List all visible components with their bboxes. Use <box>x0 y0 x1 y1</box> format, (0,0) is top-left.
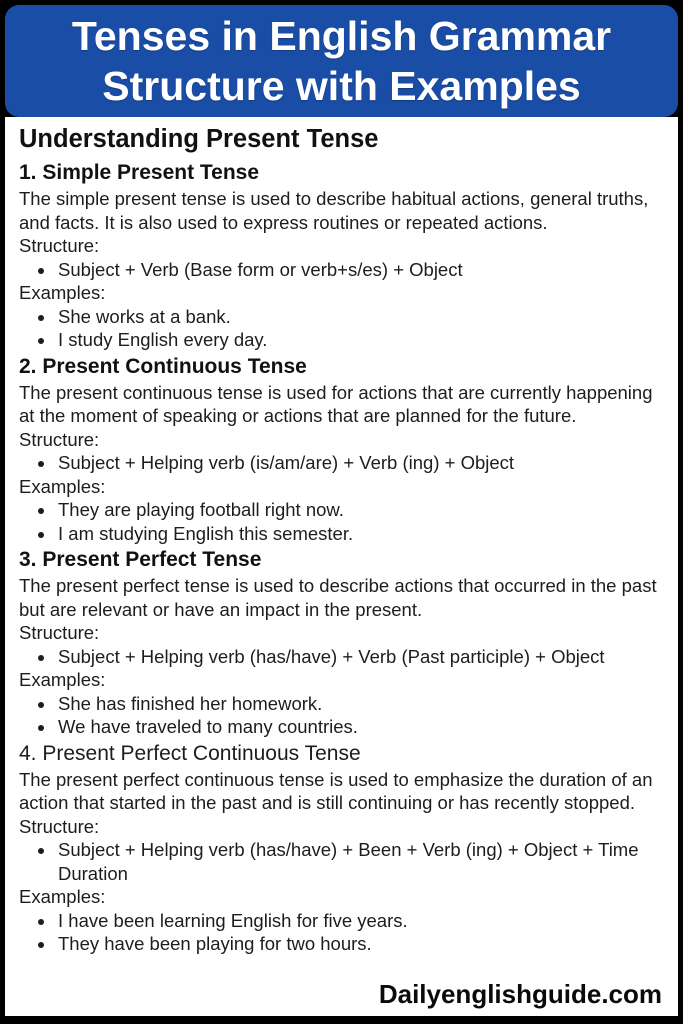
example-item: • I am studying English this semester. <box>56 522 666 546</box>
structure-label: Structure: <box>19 428 100 450</box>
site-credit: Dailyenglishguide.com <box>378 979 662 1009</box>
section-heading: 4. Present Perfect Continuous Tense <box>19 741 361 765</box>
example-item: • She has finished her homework. <box>56 692 666 716</box>
example-item: • I study English every day. <box>56 328 666 352</box>
structure-item: • Subject + Verb (Base form or verb+s/es) + Object <box>56 258 666 282</box>
structure-label: Structure: <box>19 235 100 256</box>
structure-item: • Subject + Helping verb (has/have) + Been + Verb (ing) + Object + Time Duration <box>56 838 666 885</box>
example-item: • She works at a bank. <box>56 305 666 329</box>
structure-list <box>19 451 666 475</box>
section-present-perfect-continuous <box>19 739 666 956</box>
example-item: • We have traveled to many countries. <box>56 715 666 739</box>
banner-title-line1: Tenses in English Grammar <box>71 13 612 59</box>
structure-item: • Subject + Helping verb (is/am/are) + Verb (ing) + Object <box>56 451 666 475</box>
examples-label: Examples: <box>19 475 106 497</box>
section-heading: 3. Present Perfect Tense <box>19 548 262 571</box>
section-simple-present <box>19 158 666 352</box>
section-heading: 1. Simple Present Tense <box>19 161 260 184</box>
section-present-perfect <box>19 545 666 739</box>
banner-title-line2: Structure with Examples <box>102 63 581 109</box>
section-heading: 2. Present Continuous Tense <box>19 354 307 378</box>
example-item: • I have been learning English for five years. <box>56 909 666 933</box>
examples-label: Examples: <box>19 669 106 690</box>
example-item: • They have been playing for two hours. <box>56 932 666 956</box>
examples-label: Examples: <box>19 282 106 303</box>
examples-list <box>19 692 666 739</box>
main-heading: Understanding Present Tense <box>19 125 379 153</box>
examples-list <box>19 909 666 956</box>
examples-label: Examples: <box>19 886 106 907</box>
section-description: The present continuous tense is used for actions that are currently happening at the moment of speaking or actions that are planned for the future. <box>19 381 653 426</box>
section-description: The simple present tense is used to describe habitual actions, general truths, and facts. It is also used to express routines or repeated actions. <box>19 188 649 233</box>
content-area <box>5 117 678 1016</box>
title-banner <box>5 5 678 117</box>
structure-list <box>19 838 666 885</box>
examples-list <box>19 305 666 352</box>
structure-list <box>19 258 666 282</box>
section-description: The present perfect tense is used to describe actions that occurred in the past but are relevant or have an impact in the present. <box>19 575 657 620</box>
structure-label: Structure: <box>19 622 100 643</box>
structure-label: Structure: <box>19 815 100 837</box>
structure-list <box>19 645 666 669</box>
example-item: • They are playing football right now. <box>56 498 666 522</box>
examples-list <box>19 498 666 545</box>
section-description: The present perfect continuous tense is used to emphasize the duration of an action that started in the past and is still continuing or has recently stopped. <box>19 768 653 813</box>
structure-item: • Subject + Helping verb (has/have) + Verb (Past participle) + Object <box>56 645 666 669</box>
section-present-continuous <box>19 352 666 546</box>
